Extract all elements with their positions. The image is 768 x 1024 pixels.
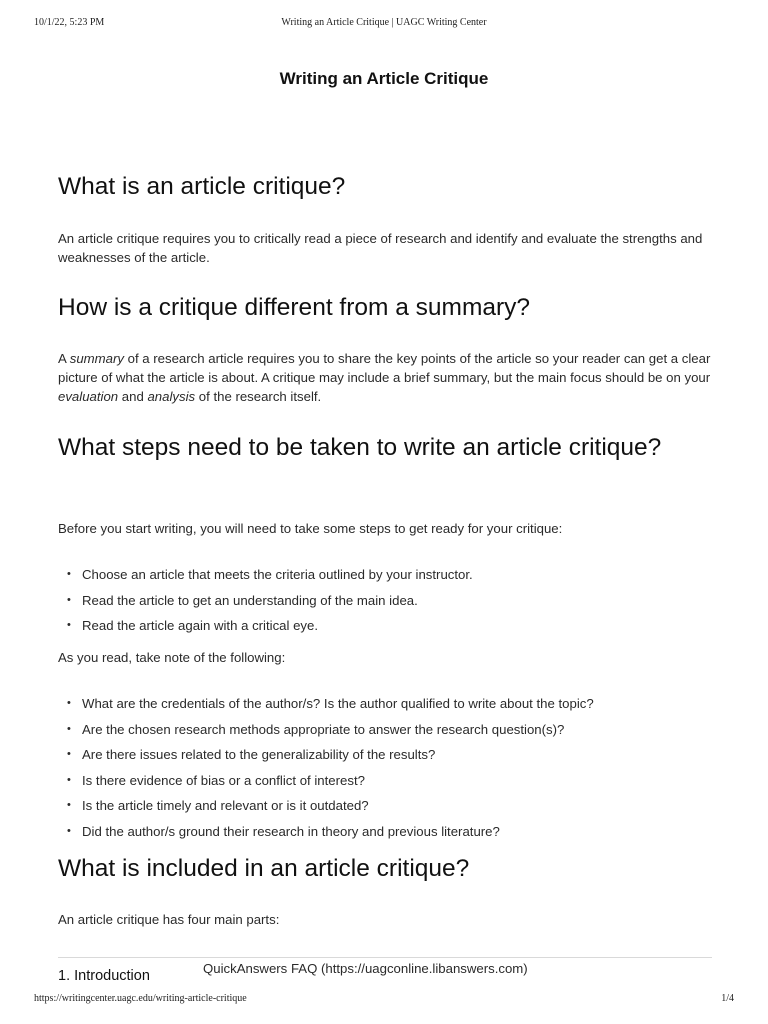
- text-run: A: [58, 351, 70, 366]
- heading-critique-parts: What is included in an article critique?: [58, 855, 470, 882]
- text-run: and: [118, 389, 148, 404]
- list-item: • What are the credentials of the author/s? Is the author qualified to write about the topic?: [58, 694, 712, 720]
- page-title: Writing an Article Critique: [279, 69, 489, 88]
- print-page-number: 1/4: [721, 993, 734, 1004]
- print-url: https://writingcenter.uagc.edu/writing-article-critique: [34, 993, 247, 1004]
- print-header: [34, 17, 734, 31]
- steps-list: [58, 565, 712, 642]
- text-run: of a research article requires you to share the key points of the article so your reader can get a clear picture of what the article is about. A critique may include a brief summary, but the main focus should be on your: [58, 351, 711, 385]
- section-introduction-heading: 1. Introduction: [58, 968, 150, 984]
- emphasis-summary: summary: [69, 351, 124, 366]
- emphasis-analysis: analysis: [147, 389, 196, 404]
- list-item: • Is there evidence of bias or a conflict of interest?: [58, 771, 712, 797]
- list-item: • Read the article to get an understanding of the main idea.: [58, 591, 712, 617]
- quickanswers-faq-link[interactable]: QuickAnswers FAQ (https://uagconline.libanswers.com): [203, 961, 528, 976]
- print-footer: [34, 993, 734, 1007]
- paragraph-four-parts: An article critique has four main parts:: [58, 912, 280, 927]
- paragraph-notes-intro: As you read, take note of the following:: [58, 650, 286, 665]
- heading-what-is-critique: What is an article critique?: [58, 173, 346, 200]
- print-page-title: Writing an Article Critique | UAGC Writing Center: [281, 17, 487, 28]
- list-item: • Choose an article that meets the criteria outlined by your instructor.: [58, 565, 712, 591]
- heading-steps: What steps need to be taken to write an article critique?: [58, 434, 662, 461]
- list-item: • Read the article again with a critical eye.: [58, 616, 712, 642]
- paragraph-critique-definition: An article critique requires you to critically read a piece of research and identify and evaluate the strengths and weaknesses of the article.: [58, 231, 703, 265]
- list-item: • Is the article timely and relevant or is it outdated?: [58, 796, 712, 822]
- divider: [58, 957, 712, 958]
- list-item: • Are the chosen research methods appropriate to answer the research question(s)?: [58, 720, 712, 746]
- paragraph-critique-vs-summary: [58, 349, 712, 406]
- text-run: of the research itself.: [195, 389, 322, 404]
- print-date: 10/1/22, 5:23 PM: [34, 17, 105, 28]
- emphasis-evaluation: evaluation: [58, 389, 119, 404]
- list-item: • Did the author/s ground their research in theory and previous literature?: [58, 822, 712, 848]
- paragraph-steps-intro: Before you start writing, you will need to take some steps to get ready for your critique:: [58, 521, 563, 536]
- heading-critique-vs-summary: How is a critique different from a summary?: [58, 294, 531, 321]
- notes-list: [58, 694, 712, 847]
- list-item: • Are there issues related to the generalizability of the results?: [58, 745, 712, 771]
